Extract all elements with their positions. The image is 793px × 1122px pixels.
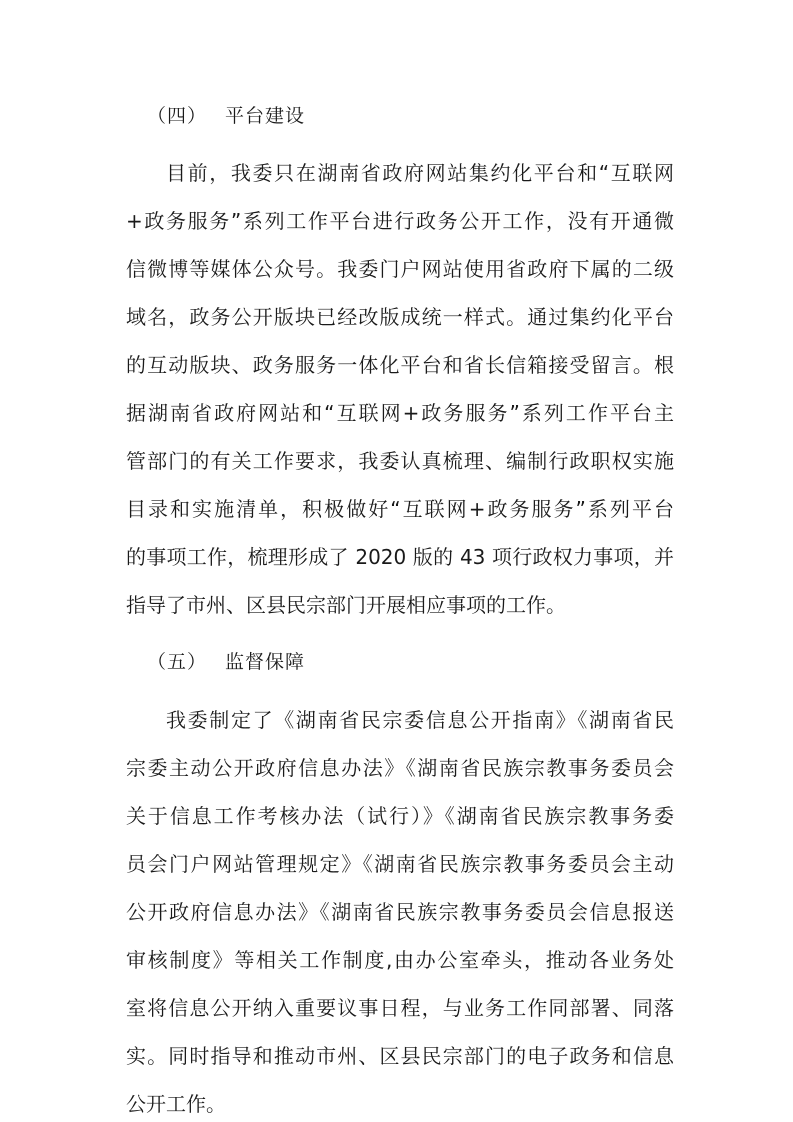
paragraph-line: 目前，我委只在湖南省政府网站集约化平台和“互联网 [166, 161, 674, 185]
paragraph-line: +政务服务”系列工作平台进行政务公开工作，没有开通微 [126, 209, 674, 233]
paragraph-line: 我委制定了《湖南省民宗委信息公开指南》《湖南省民 [166, 708, 674, 732]
paragraph-line: 审核制度》等相关工作制度,由办公室牵头，推动各业务处 [126, 948, 674, 972]
section-5-number: （五） [147, 651, 208, 673]
section-4-number: （四） [147, 105, 208, 127]
paragraph-line: 关于信息工作考核办法（试行）》《湖南省民族宗教事务委 [126, 804, 674, 828]
paragraph-line: 信微博等媒体公众号。我委门户网站使用省政府下属的二级 [126, 257, 674, 281]
paragraph-line: 员会门户网站管理规定》《湖南省民族宗教事务委员会主动 [126, 852, 674, 876]
paragraph-line: 指导了市州、区县民宗部门开展相应事项的工作。 [126, 593, 566, 617]
paragraph-line: 公开政府信息办法》《湖南省民族宗教事务委员会信息报送 [126, 900, 674, 924]
paragraph-line: 的互动版块、政务服务一体化平台和省长信箱接受留言。根 [126, 353, 674, 377]
paragraph-line: 据湖南省政府网站和“互联网+政务服务”系列工作平台主 [126, 401, 674, 425]
paragraph-line: 的事项工作，梳理形成了 2020 版的 43 项行政权力事项，并 [126, 545, 674, 569]
paragraph-line: 公开工作。 [126, 1092, 226, 1116]
paragraph-line: 管部门的有关工作要求，我委认真梳理、编制行政职权实施 [126, 449, 674, 473]
section-4-heading [147, 104, 305, 128]
paragraph-line: 实。同时指导和推动市州、区县民宗部门的电子政务和信息 [126, 1044, 674, 1068]
paragraph-line: 宗委主动公开政府信息办法》《湖南省民族宗教事务委员会 [126, 756, 674, 780]
section-5-heading [147, 650, 305, 674]
section-5-title: 监督保障 [225, 651, 306, 673]
paragraph-line: 域名，政务公开版块已经改版成统一样式。通过集约化平台 [126, 305, 674, 329]
section-4-title: 平台建设 [225, 105, 306, 127]
paragraph-line: 室将信息公开纳入重要议事日程，与业务工作同部署、同落 [126, 996, 674, 1020]
paragraph-line: 目录和实施清单，积极做好“互联网+政务服务”系列平台 [126, 497, 674, 521]
